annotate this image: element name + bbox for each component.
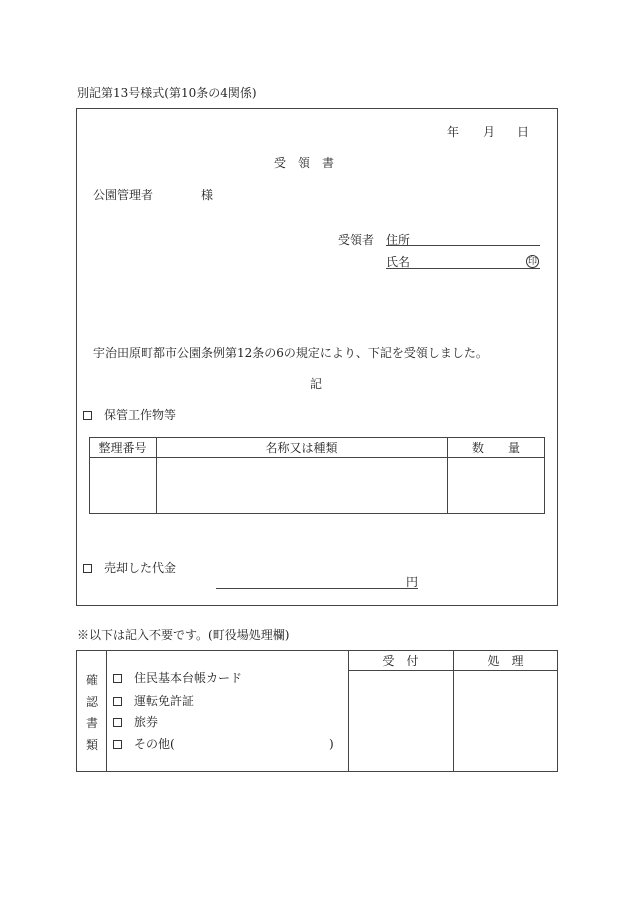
items-header-quantity: 数 量 [471,441,520,455]
confirm-char-3: 書 [86,716,99,730]
items-header-number: 整理番号 [98,441,147,455]
confirm-char-1: 確 [86,673,99,687]
doc-item-passport [113,715,158,729]
office-col-divider-1 [106,650,107,772]
doc-other-close-paren: ) [329,737,334,751]
price-section [83,561,176,575]
price-unit: 円 [406,575,419,589]
address-underline [386,245,540,246]
seal-mark [526,253,539,268]
addressee-honorific: 様 [201,188,214,202]
doc-item-resident-card [113,671,242,685]
office-header-reception: 受 付 [382,654,419,668]
doc-label-drivers-license: 運転免許証 [134,694,195,708]
doc-checkbox-passport[interactable] [113,718,122,727]
ki-label: 記 [310,377,323,391]
name-label: 氏名 [386,255,411,269]
date-day-label: 日 [517,125,530,139]
items-section [83,408,176,422]
name-underline [386,268,540,269]
items-section-label: 保管工作物等 [104,408,177,422]
office-table [76,650,558,772]
doc-label-other: その他( [134,737,175,751]
date-month-label: 月 [483,125,496,139]
price-section-label: 売却した代金 [104,561,177,575]
office-note: ※以下は記入不要です。(町役場処理欄) [77,628,290,642]
confirm-char-4: 類 [86,738,99,752]
price-underline [216,588,418,589]
address-label: 住所 [386,233,411,247]
doc-checkbox-resident-card[interactable] [113,674,122,683]
price-checkbox[interactable] [83,564,92,573]
doc-item-other [113,737,175,751]
date-year-label: 年 [447,125,460,139]
statement-text: 宇治田原町都市公園条例第12条の6の規定により、下記を受領しました。 [93,346,488,360]
recipient-label: 受領者 [338,233,375,247]
doc-checkbox-drivers-license[interactable] [113,697,122,706]
office-header-divider [348,670,558,671]
page-title: 受 領 書 [274,156,335,170]
doc-label-resident-card: 住民基本台帳カード [134,671,243,685]
items-table-header-divider [89,457,545,458]
addressee-label: 公園管理者 [93,188,154,202]
items-checkbox[interactable] [83,411,92,420]
doc-checkbox-other[interactable] [113,740,122,749]
form-id: 別記第13号様式(第10条の4関係) [77,86,257,100]
office-col-divider-2 [348,650,349,772]
office-header-processing: 処 理 [487,654,524,668]
items-header-name: 名称又は種類 [265,441,338,455]
office-col-divider-3 [453,650,454,772]
seal-circle: 印 [527,257,537,267]
doc-item-drivers-license [113,694,194,708]
doc-label-passport: 旅券 [134,715,159,729]
confirm-char-2: 認 [86,695,99,709]
